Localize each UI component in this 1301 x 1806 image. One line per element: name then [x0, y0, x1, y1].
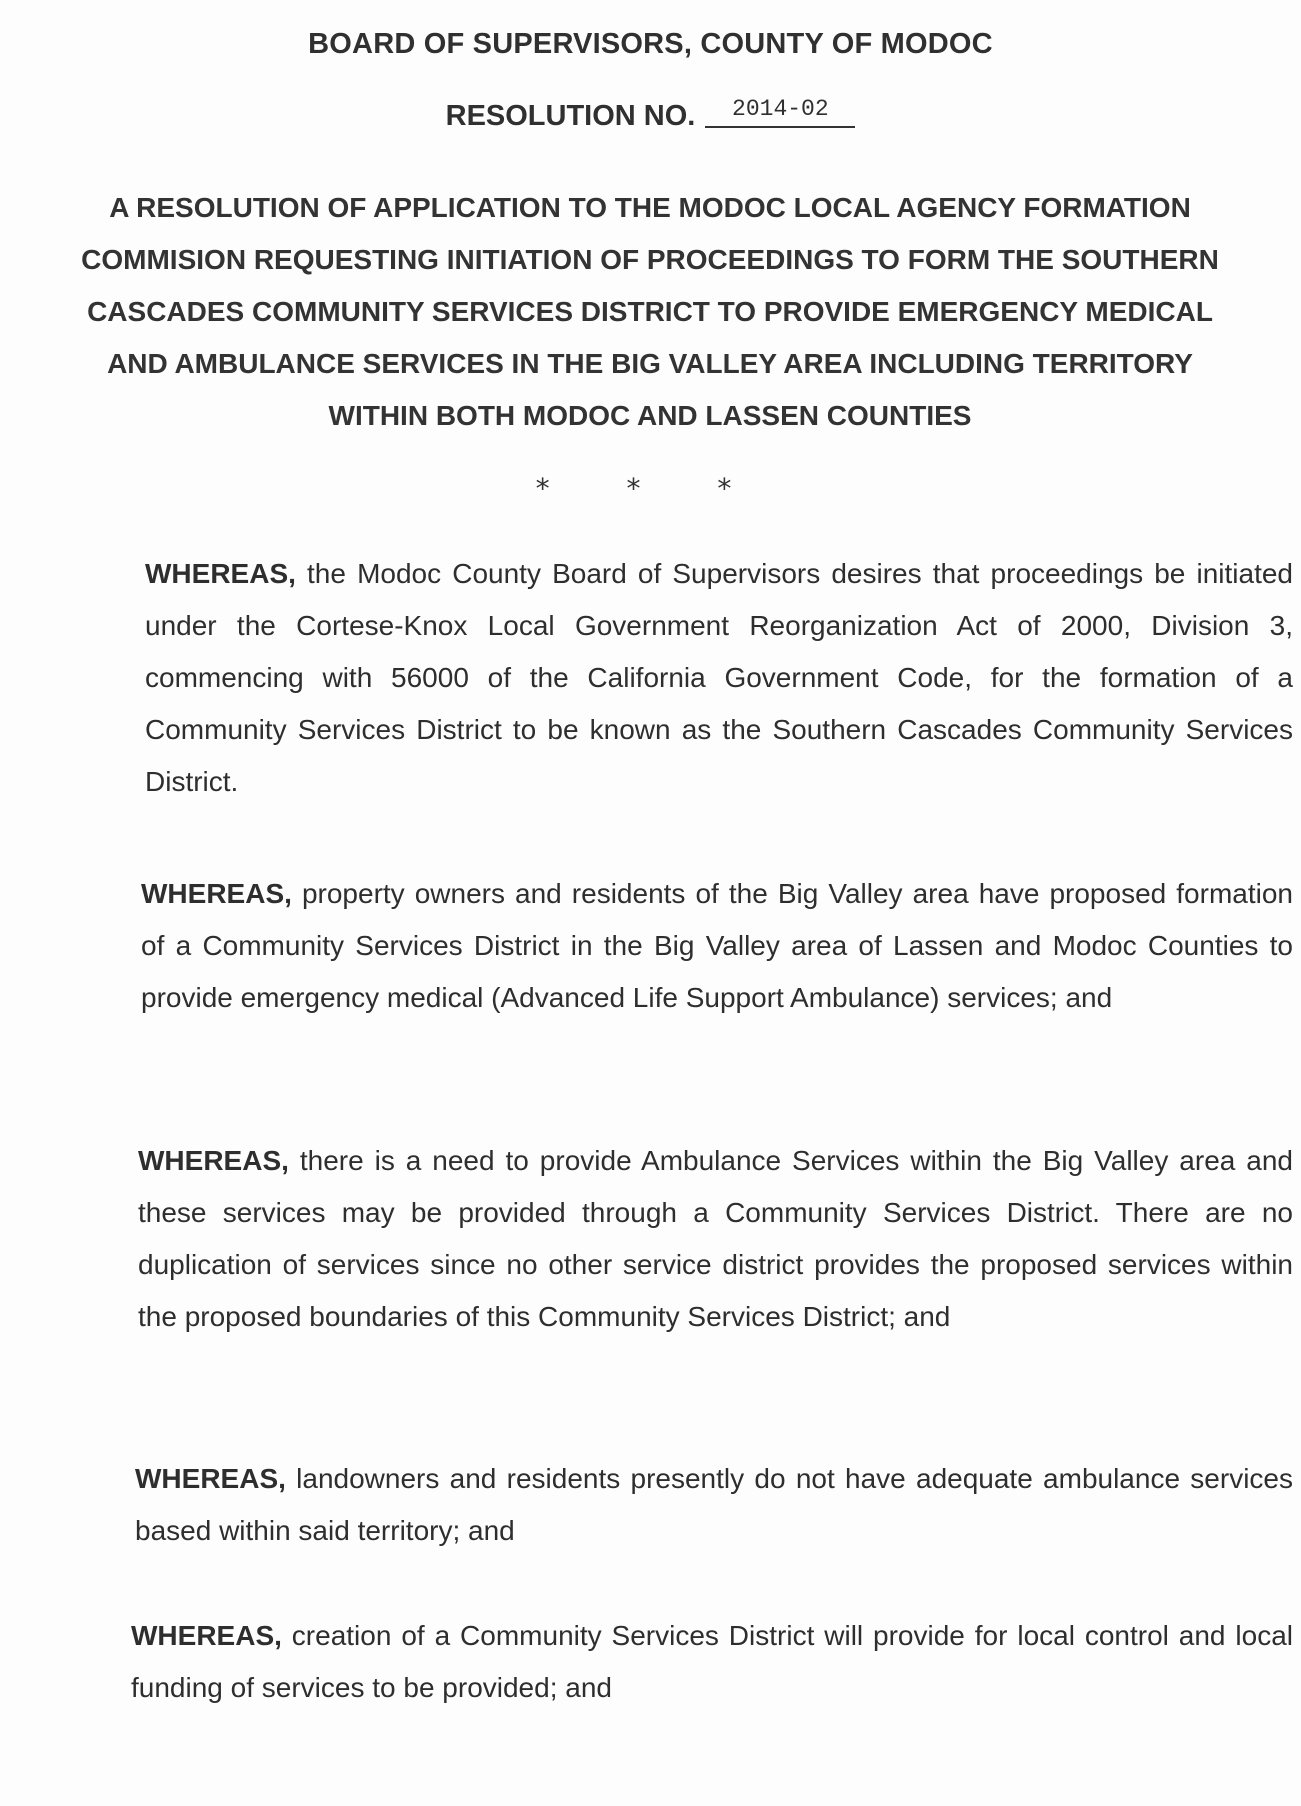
whereas-lead: WHEREAS, — [131, 1620, 282, 1651]
resolution-label: RESOLUTION NO. — [445, 100, 696, 132]
whereas-paragraph-1 — [145, 548, 1293, 808]
whereas-text: property owners and residents of the Big Valley area have proposed formation of a Community Services District in the Big Valley area of Lassen and Modoc Counties to provide emergency medical (Advanced Life Support Ambulance) services; and — [141, 878, 1293, 1013]
whereas-text: there is a need to provide Ambulance Services within the Big Valley area and these services may be provided through a Community Services District. There are no duplication of services since no other service district provides the proposed services within the proposed boundaries of this Community Services District; and — [138, 1145, 1293, 1332]
resolution-heading: A RESOLUTION OF APPLICATION TO THE MODOC LOCAL AGENCY FORMATION COMMISION REQUESTING INITIATION OF PROCEEDINGS TO FORM THE SOUTHERN CASCADES COMMUNITY SERVICES DISTRICT TO PROVIDE EMERGENCY MEDICAL AND AMBULANCE SERVICES IN THE BIG VALLEY AREA INCLUDING TERRITORY WITHIN BOTH MODOC AND LASSEN COUNTIES — [81, 192, 1219, 431]
board-title: BOARD OF SUPERVISORS, COUNTY OF MODOC — [308, 28, 993, 60]
whereas-text: the Modoc County Board of Supervisors desires that proceedings be initiated under the Cortese-Knox Local Government Reorganization Act of 2000, Division 3, commencing with 56000 of the California Government Code, for the formation of a Community Services District to be known as the Southern Cascades Community Services District. — [145, 558, 1293, 797]
whereas-text: creation of a Community Services District will provide for local control and local funding of services to be provided; and — [131, 1620, 1293, 1703]
whereas-lead: WHEREAS, — [145, 558, 296, 589]
resolution-line — [0, 96, 1301, 138]
whereas-paragraph-2 — [141, 868, 1293, 1024]
separator-stars: * * * — [535, 472, 766, 505]
whereas-lead: WHEREAS, — [135, 1463, 286, 1494]
whereas-lead: WHEREAS, — [141, 878, 292, 909]
whereas-paragraph-3 — [138, 1135, 1293, 1343]
resolution-number: 2014-02 — [705, 96, 855, 128]
whereas-paragraph-5 — [131, 1610, 1293, 1714]
whereas-lead: WHEREAS, — [138, 1145, 289, 1176]
whereas-paragraph-4 — [135, 1453, 1293, 1557]
whereas-text: landowners and residents presently do not have adequate ambulance services based within said territory; and — [135, 1463, 1293, 1546]
